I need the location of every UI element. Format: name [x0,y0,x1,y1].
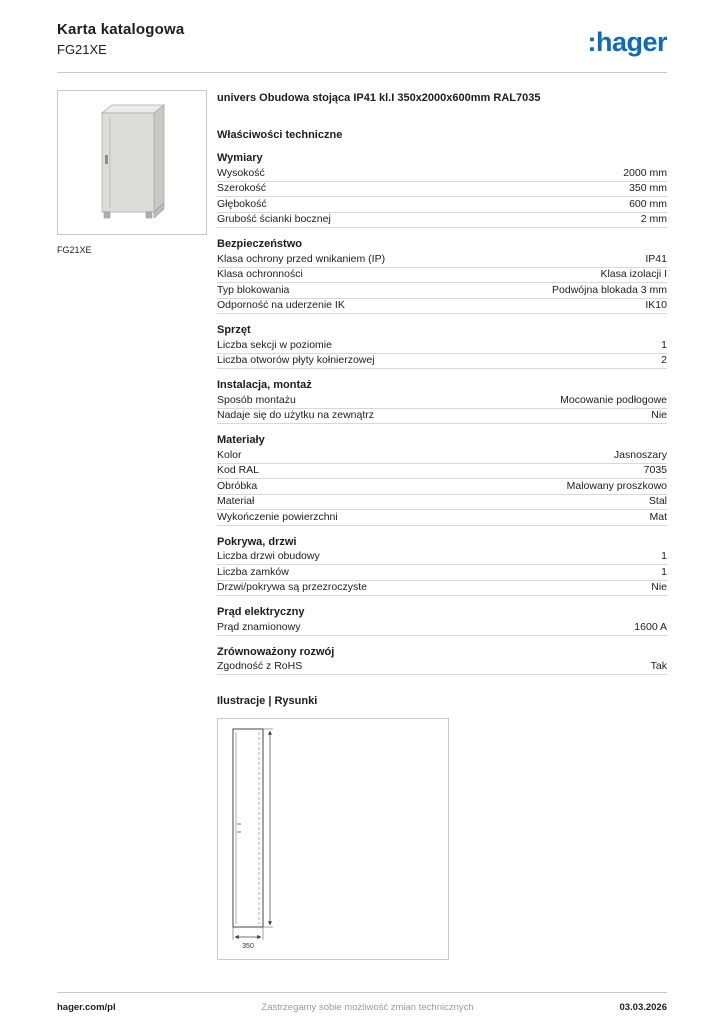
content-area [57,90,667,960]
spec-label: Grubość ścianki bocznej [217,213,331,225]
spec-label: Głębokość [217,197,267,210]
spec-section-title: Prąd elektryczny [217,606,305,618]
technical-drawing-frame [217,718,449,960]
spec-row [217,448,667,464]
spec-value: Jasnoszary [613,448,667,461]
spec-section [217,646,667,676]
spec-section [217,606,667,636]
spec-section-title: Materiały [217,434,265,446]
spec-label: Materiał [217,495,255,507]
spec-section-title: Zrównoważony rozwój [217,645,335,658]
spec-value: Podwójna blokada 3 mm [552,283,667,296]
spec-value: Stal [648,495,667,507]
spec-value: Tak [650,660,667,672]
spec-row [217,550,667,566]
spec-row [217,338,667,354]
spec-value: Mat [649,510,667,523]
footer-divider [57,992,667,993]
header-titles [57,21,184,57]
product-image [58,91,206,234]
spec-row [217,268,667,284]
drawing-width-label: 350 [242,943,254,950]
spec-label: Liczba zamków [217,565,289,578]
spec-label: Sposób montażu [217,393,296,406]
spec-sections [217,152,667,675]
spec-label: Kolor [217,448,242,461]
spec-label: Nadaje się do użytku na zewnątrz [217,409,375,421]
spec-row [217,197,667,213]
spec-value: Nie [651,409,667,421]
spec-row [217,393,667,409]
spec-label: Liczba sekcji w poziomie [217,338,332,351]
spec-row [217,213,667,229]
spec-row [217,464,667,480]
spec-value: 7035 [643,464,667,476]
spec-value: Nie [651,581,667,593]
spec-section-title: Pokrywa, drzwi [217,535,297,548]
spec-value: 350 mm [629,182,667,194]
spec-row [217,479,667,495]
spec-label: Wysokość [217,166,265,179]
spec-label: Liczba drzwi obudowy [217,550,320,562]
spec-section [217,434,667,526]
spec-row [217,166,667,182]
spec-label: Prąd znamionowy [217,620,301,633]
spec-row [217,620,667,636]
spec-row [217,252,667,268]
illustrations-heading: Ilustracje | Rysunki [217,695,318,707]
spec-label: Liczba otworów płyty kołnierzowej [217,354,375,366]
spec-value: 1 [661,565,667,578]
spec-label: Wykończenie powierzchni [217,510,338,523]
spec-row [217,182,667,198]
spec-section [217,324,667,369]
spec-section [217,379,667,424]
spec-row [217,354,667,370]
spec-column [217,90,667,960]
hager-logo: :hager [587,27,667,57]
spec-label: Zgodność z RoHS [217,660,303,672]
spec-label: Klasa ochrony przed wnikaniem (IP) [217,252,386,265]
spec-value: IP41 [645,252,667,265]
spec-row [217,495,667,511]
spec-value: 1600 A [634,620,667,633]
spec-value: 600 mm [629,197,667,210]
spec-row [217,660,667,676]
spec-value: Klasa izolacji I [600,268,667,280]
spec-section [217,238,667,314]
spec-label: Obróbka [217,479,258,492]
spec-value: Mocowanie podłogowe [560,393,667,406]
spec-section [217,536,667,597]
spec-row [217,581,667,597]
spec-section-title: Bezpieczeństwo [217,238,302,250]
spec-section-title: Instalacja, montaż [217,379,312,391]
footer-disclaimer: Zastrzegamy sobie możliwość zmian technicznych [261,1002,474,1013]
spec-section-title: Wymiary [217,152,263,164]
spec-value: 2 mm [640,213,667,225]
product-image-frame [57,90,207,235]
spec-row [217,510,667,526]
spec-label: Kod RAL [217,464,260,476]
footer-date: 03.03.2026 [619,1002,667,1013]
product-image-caption: FG21XE [57,245,92,255]
product-title: univers Obudowa stojąca IP41 kl.I 350x2000x600mm RAL7035 [217,92,541,104]
spec-label: Klasa ochronności [217,268,303,280]
spec-row [217,283,667,299]
spec-value: 2 [661,354,667,366]
footer-website-link[interactable]: hager.com/pl [57,1002,116,1013]
spec-value: 2000 mm [623,166,667,179]
technical-drawing [223,724,443,954]
specs-heading: Właściwości techniczne [217,129,343,141]
spec-value: Malowany proszkowo [566,479,667,492]
spec-value: IK10 [645,299,667,311]
spec-row [217,299,667,315]
spec-label: Drzwi/pokrywa są przezroczyste [217,581,367,593]
spec-section-title: Sprzęt [217,324,251,336]
page-footer [57,1002,667,1013]
spec-row [217,565,667,581]
spec-label: Odporność na uderzenie IK [217,299,345,311]
spec-label: Szerokość [217,182,267,194]
product-image-column [57,90,207,960]
spec-row [217,409,667,425]
header-divider [57,72,667,73]
page-header [57,21,667,57]
doc-title: Karta katalogowa [57,21,185,38]
spec-section [217,152,667,228]
doc-subtitle: FG21XE [57,42,107,57]
spec-value: 1 [661,338,667,351]
spec-label: Typ blokowania [217,283,290,296]
spec-value: 1 [661,550,667,562]
